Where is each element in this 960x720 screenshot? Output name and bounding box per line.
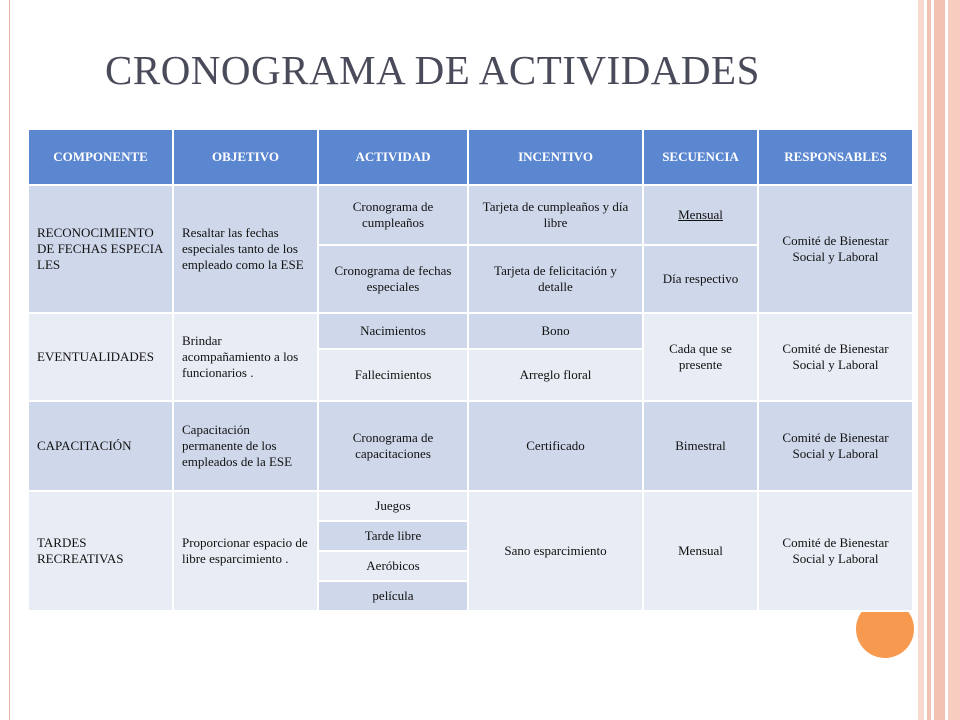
- header-secuencia: SECUENCIA: [643, 129, 758, 185]
- objetivo-cell: Capacitación permanente de los empleados de la ESE: [173, 401, 318, 491]
- actividad-cell: Tarde libre: [318, 521, 468, 551]
- responsable-cell: Comité de Bienestar Social y Laboral: [758, 401, 913, 491]
- table-row: [28, 491, 913, 521]
- responsable-cell: Comité de Bienestar Social y Laboral: [758, 313, 913, 401]
- secuencia-cell: Mensual: [643, 491, 758, 611]
- componente-cell: RECONOCIMIENTO DE FECHAS ESPECIALES: [28, 185, 173, 313]
- actividad-cell: Cronograma de fechas especiales: [318, 245, 468, 313]
- table-row: [28, 185, 913, 245]
- header-actividad: ACTIVIDAD: [318, 129, 468, 185]
- table-header-row: [28, 129, 913, 185]
- header-componente: COMPONENTE: [28, 129, 173, 185]
- componente-cell: EVENTUALIDADES: [28, 313, 173, 401]
- incentivo-cell: Sano esparcimiento: [468, 491, 643, 611]
- stripe: [934, 0, 945, 720]
- incentivo-cell: Bono: [468, 313, 643, 349]
- secuencia-cell: Cada que se presente: [643, 313, 758, 401]
- activities-table: [27, 128, 914, 612]
- stripe: [927, 0, 931, 720]
- actividad-cell: Juegos: [318, 491, 468, 521]
- actividad-cell: película: [318, 581, 468, 611]
- incentivo-cell: Arreglo floral: [468, 349, 643, 401]
- incentivo-cell: Tarjeta de cumpleaños y día libre: [468, 185, 643, 245]
- table-row: [28, 401, 913, 491]
- secuencia-cell: Bimestral: [643, 401, 758, 491]
- stripe: [918, 0, 924, 720]
- page-title: CRONOGRAMA DE ACTIVIDADES: [105, 47, 760, 93]
- decorative-stripes: [918, 0, 960, 720]
- incentivo-cell: Certificado: [468, 401, 643, 491]
- actividad-cell: Cronograma de capacitaciones: [318, 401, 468, 491]
- objetivo-cell: Resaltar las fechas especiales tanto de los empleado como la ESE: [173, 185, 318, 313]
- secuencia-cell: [643, 185, 758, 245]
- header-incentivo: INCENTIVO: [468, 129, 643, 185]
- secuencia-cell: Día respectivo: [643, 245, 758, 313]
- stripe: [948, 0, 960, 720]
- objetivo-cell: Proporcionar espacio de libre esparcimiento .: [173, 491, 318, 611]
- actividad-cell: Cronograma de cumpleaños: [318, 185, 468, 245]
- responsable-cell: Comité de Bienestar Social y Laboral: [758, 491, 913, 611]
- responsable-cell: Comité de Bienestar Social y Laboral: [758, 185, 913, 313]
- actividad-cell: Nacimientos: [318, 313, 468, 349]
- incentivo-cell: Tarjeta de felicitación y detalle: [468, 245, 643, 313]
- actividad-cell: Aeróbicos: [318, 551, 468, 581]
- table-row: [28, 313, 913, 349]
- actividad-cell: Fallecimientos: [318, 349, 468, 401]
- componente-cell: TARDES RECREATIVAS: [28, 491, 173, 611]
- objetivo-cell: Brindar acompañamiento a los funcionarios .: [173, 313, 318, 401]
- header-objetivo: OBJETIVO: [173, 129, 318, 185]
- header-responsables: RESPONSABLES: [758, 129, 913, 185]
- secuencia-text: Mensual: [678, 207, 723, 222]
- componente-cell: CAPACITACIÓN: [28, 401, 173, 491]
